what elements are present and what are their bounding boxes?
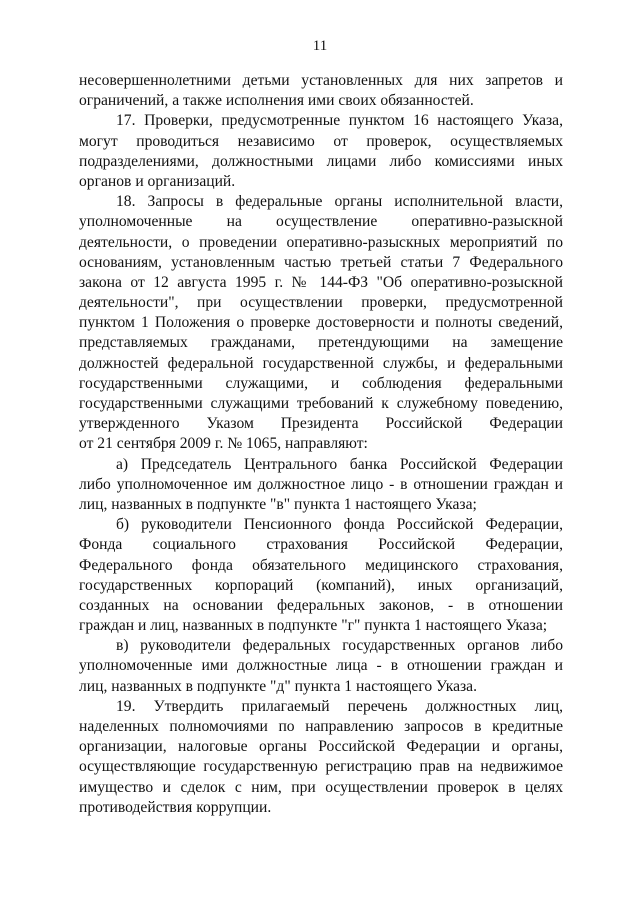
text-line: государственными служащими требований к служебному поведению, — [79, 395, 563, 412]
paragraph-p-continuation — [79, 71, 563, 111]
text-line: ограничений, а также исполнения ими своих обязанностей. — [79, 92, 474, 110]
text-line: государственными служащими, и соблюдения федеральными — [79, 374, 563, 392]
text-line: имущество и сделок с ним, при осуществлении проверок в целях — [79, 778, 563, 796]
text-line: граждан и лиц, названных в подпункте "г" пункта 1 настоящего Указа; — [79, 617, 548, 635]
document-body — [79, 71, 563, 818]
text-line: б) руководители Пенсионного фонда Российской Федерации, — [116, 516, 563, 534]
text-line: лиц, названных в подпункте "в" пункта 1 настоящего Указа; — [79, 495, 477, 513]
text-line: несовершеннолетними детьми установленных для них запретов и — [79, 72, 563, 89]
text-line: Фонда социального страхования Российской Федерации, — [79, 536, 563, 554]
text-line: созданных на основании федеральных законов, - в отношении — [79, 596, 563, 614]
text-line: а) Председатель Центрального банка Российской Федерации — [116, 455, 563, 473]
text-line: уполномоченные на осуществление оперативно-разыскной — [79, 213, 563, 231]
text-line: наделенных полномочиями по направлению запросов в кредитные — [79, 718, 563, 735]
text-line: органов и организаций. — [79, 172, 236, 190]
text-line: 19. Утвердить прилагаемый перечень должностных лиц, — [116, 697, 563, 715]
text-line: Федерального фонда обязательного медицинского страхования, — [79, 556, 563, 574]
text-line: подразделениями, должностными лицами либо комиссиями иных — [79, 152, 563, 170]
text-line: в) руководители федеральных государственных органов либо — [116, 637, 563, 655]
paragraph-p-19 — [79, 697, 563, 818]
text-line: 17. Проверки, предусмотренные пунктом 16 настоящего Указа, — [116, 112, 563, 130]
text-line: лиц, названных в подпункте "д" пункта 1 настоящего Указа. — [79, 677, 477, 695]
text-line: осуществляющие государственную регистрацию прав на недвижимое — [79, 758, 563, 776]
text-line: пунктом 1 Положения о проверке достоверности и полноты сведений, — [79, 314, 563, 332]
text-line: могут проводиться независимо от проверок, осуществляемых — [79, 132, 563, 150]
text-line: деятельности", при осуществлении проверки, предусмотренной — [79, 294, 563, 312]
text-line: деятельности, о проведении оперативно-разыскных мероприятий по — [79, 233, 563, 251]
paragraph-p-18 — [79, 192, 563, 454]
text-line: 18. Запросы в федеральные органы исполнительной власти, — [116, 193, 563, 211]
text-line: государственных корпораций (компаний), иных организаций, — [79, 576, 563, 594]
text-line: представляемых гражданами, претендующими на замещение — [79, 334, 563, 352]
text-line: уполномоченные ими должностные лица - в отношении граждан и — [79, 657, 563, 675]
text-line: основаниям, установленным частью третьей статьи 7 Федерального — [79, 253, 563, 271]
paragraph-p-18a — [79, 455, 563, 516]
paragraph-p-18v — [79, 636, 563, 697]
page-number: 11 — [312, 38, 328, 54]
text-line: должностей федеральной государственной службы, и федеральными — [79, 354, 563, 372]
text-line: организации, налоговые органы Российской Федерации и органы, — [79, 738, 563, 756]
paragraph-p-17 — [79, 111, 563, 192]
text-line: либо уполномоченное им должностное лицо - в отношении граждан и — [79, 475, 563, 493]
text-line: закона от 12 августа 1995 г. № 144-ФЗ "Об оперативно-розыскной — [79, 273, 563, 291]
text-line: утвержденного Указом Президента Российской Федерации — [79, 415, 563, 433]
paragraph-p-18b — [79, 515, 563, 636]
text-line: от 21 сентября 2009 г. № 1065, направляют: — [79, 435, 368, 453]
text-line: противодействия коррупции. — [79, 798, 272, 816]
